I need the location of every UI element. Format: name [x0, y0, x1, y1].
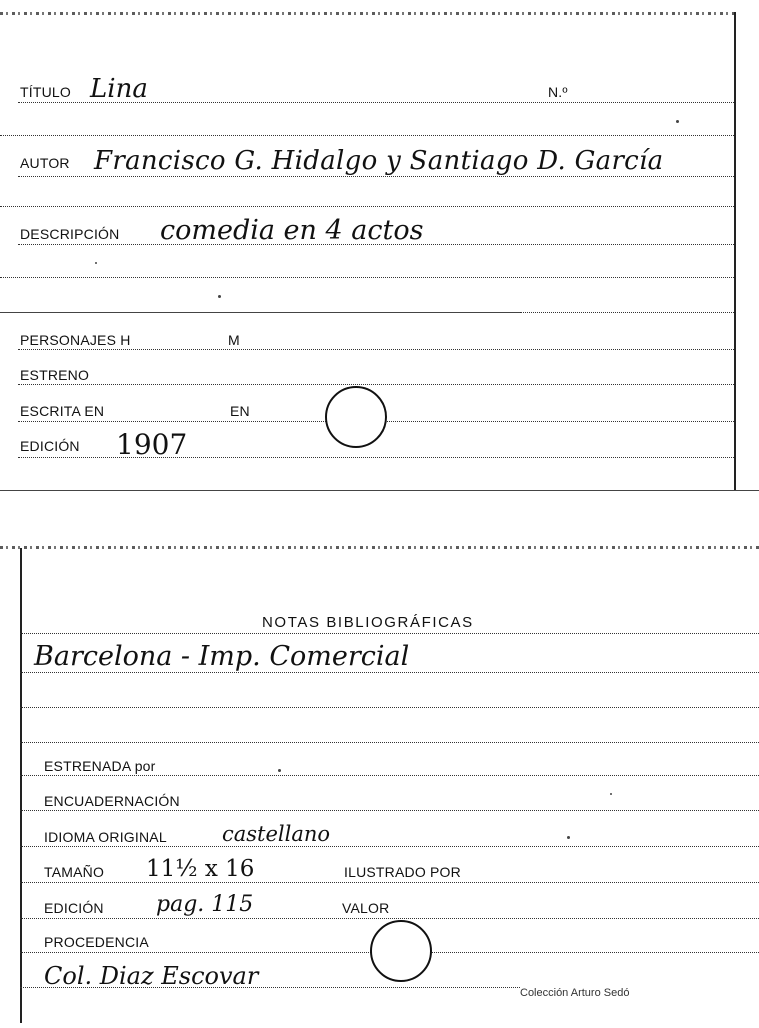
rule-line [20, 707, 759, 708]
idioma-label: IDIOMA ORIGINAL [44, 829, 167, 845]
rule-line [0, 135, 734, 136]
estrenada-label: ESTRENADA por [44, 758, 156, 774]
rule-line [20, 672, 759, 673]
edicion-value: 1907 [116, 428, 188, 461]
card-top-edge [0, 546, 759, 549]
rule-line [20, 846, 759, 847]
autor-label: AUTOR [20, 155, 70, 171]
rule-line [520, 312, 734, 313]
edicion-label: EDICIÓN [20, 438, 80, 454]
speck [218, 295, 221, 298]
speck [278, 769, 281, 772]
rule-line [0, 206, 734, 207]
rule-line [18, 102, 734, 103]
notas-heading: NOTAS BIBLIOGRÁFICAS [262, 614, 474, 631]
edicion-value-2: pag. 115 [156, 892, 254, 917]
valor-label: VALOR [342, 900, 390, 916]
procedencia-value: Col. Diaz Escovar [44, 962, 259, 990]
rule-line [18, 384, 734, 385]
catalog-card-bottom [0, 540, 759, 1028]
procedencia-label: PROCEDENCIA [44, 934, 149, 950]
en-label: EN [230, 403, 250, 419]
encuadernacion-label: ENCUADERNACIÓN [44, 793, 180, 809]
punch-hole [370, 920, 432, 982]
card-bottom-edge [0, 490, 759, 491]
rule-line [20, 633, 759, 634]
card-right-border [734, 12, 736, 490]
speck [95, 262, 97, 264]
numero-label: N.º [548, 84, 568, 100]
rule-line [18, 176, 734, 177]
rule-line [0, 277, 734, 278]
speck [567, 836, 570, 839]
rule-line [18, 457, 734, 458]
titulo-label: TÍTULO [20, 84, 71, 100]
rule-line [18, 349, 734, 350]
edicion-label-2: EDICIÓN [44, 900, 104, 916]
rule-line [20, 882, 759, 883]
rule-line [18, 244, 734, 245]
rule-line [20, 987, 520, 988]
card-top-edge [0, 12, 735, 15]
punch-hole [325, 386, 387, 448]
descripcion-label: DESCRIPCIÓN [20, 226, 120, 242]
personajes-label: PERSONAJES H [20, 332, 131, 348]
rule-line [20, 775, 759, 776]
notas-value: Barcelona - Imp. Comercial [34, 641, 410, 672]
tamano-label: TAMAÑO [44, 864, 105, 880]
rule-line [0, 312, 520, 313]
tamano-value: 11½ x 16 [146, 856, 255, 882]
idioma-value: castellano [222, 822, 331, 846]
catalog-card-top [0, 0, 759, 496]
speck [610, 793, 612, 795]
personajes-m-label: M [228, 332, 240, 348]
rule-line [20, 918, 759, 919]
descripcion-value: comedia en 4 actos [160, 215, 424, 246]
collection-stamp: Colección Arturo Sedó [520, 987, 630, 999]
titulo-value: Lina [90, 74, 148, 104]
ilustrado-label: ILUSTRADO POR [344, 864, 461, 880]
speck [676, 120, 679, 123]
autor-value: Francisco G. Hidalgo y Santiago D. García [94, 146, 664, 176]
escrita-en-label: ESCRITA EN [20, 403, 105, 419]
estreno-label: ESTRENO [20, 367, 90, 383]
rule-line [20, 742, 759, 743]
rule-line [20, 810, 759, 811]
